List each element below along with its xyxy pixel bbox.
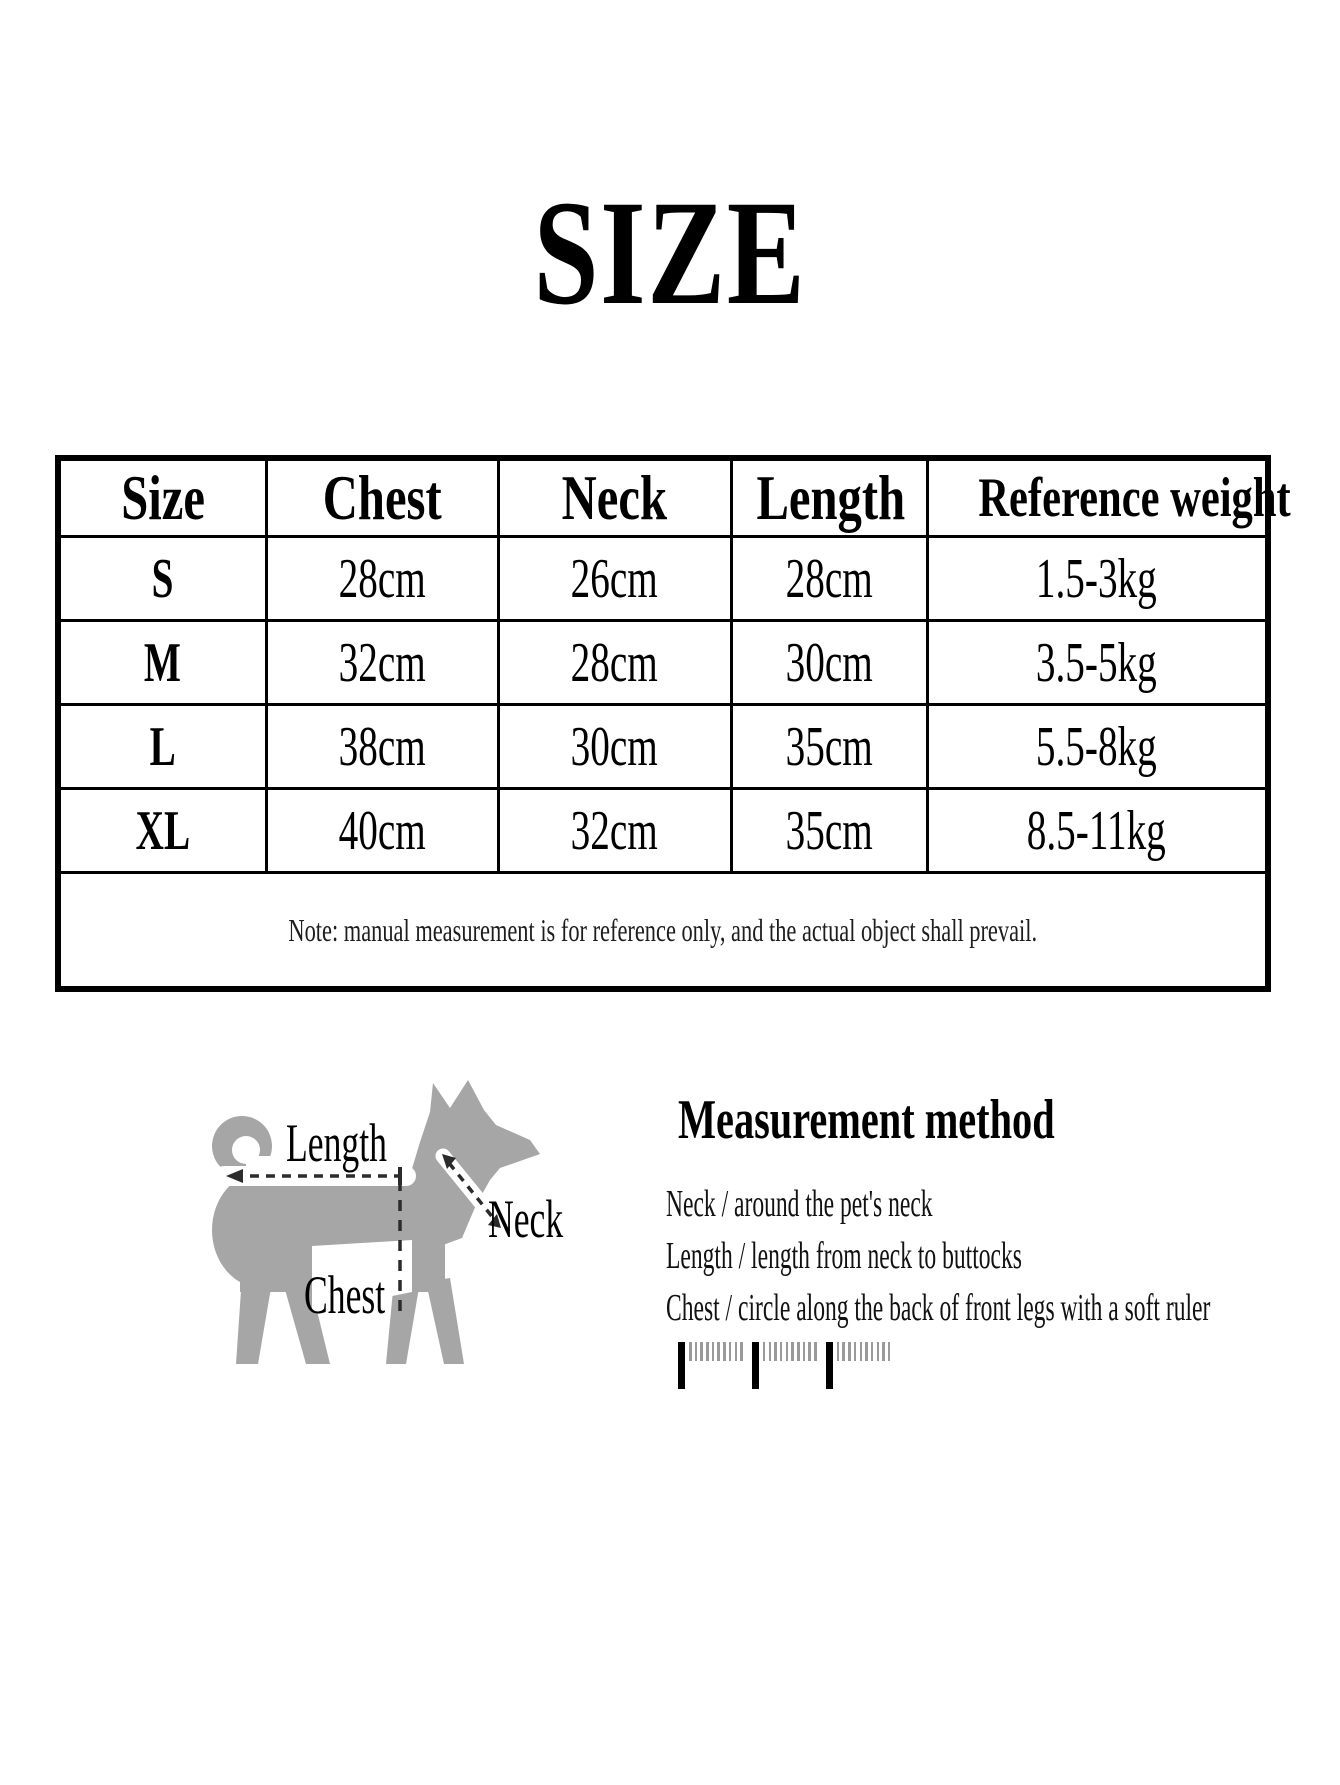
ruler-small-tick xyxy=(689,1342,692,1361)
table-note: Note: manual measurement is for reference only, and the actual object shall prevail. xyxy=(58,873,1268,990)
ruler-small-tick xyxy=(837,1342,840,1361)
header-cell-neck: Neck xyxy=(498,458,731,537)
ruler-small-tick xyxy=(888,1342,891,1361)
table-row-m xyxy=(58,621,1268,705)
cell-chest: 38cm xyxy=(266,705,498,789)
ruler-big-tick xyxy=(678,1342,685,1389)
table-row-l xyxy=(58,705,1268,789)
cell-size: XL xyxy=(58,789,266,873)
ruler-big-tick xyxy=(826,1342,833,1389)
ruler-small-tick xyxy=(803,1342,806,1361)
cell-length: 35cm xyxy=(731,789,927,873)
ruler-big-tick xyxy=(752,1342,759,1389)
page-title xyxy=(0,170,1340,336)
ruler-small-tick xyxy=(786,1342,789,1361)
ruler-small-tick xyxy=(695,1342,698,1361)
measurement-method-heading: Measurement method xyxy=(678,1089,1055,1151)
cell-chest: 28cm xyxy=(266,537,498,621)
cell-size: M xyxy=(58,621,266,705)
cell-length: 30cm xyxy=(731,621,927,705)
ruler-small-tick xyxy=(774,1342,777,1361)
cell-chest: 32cm xyxy=(266,621,498,705)
ruler-small-tick xyxy=(769,1342,772,1361)
cell-neck: 32cm xyxy=(498,789,731,873)
ruler-small-tick xyxy=(706,1342,709,1361)
ruler-small-tick xyxy=(700,1342,703,1361)
neck-label: Neck xyxy=(488,1189,564,1249)
chest-label: Chest xyxy=(304,1265,386,1325)
ruler-small-tick xyxy=(780,1342,783,1361)
cell-neck: 28cm xyxy=(498,621,731,705)
cell-weight: 5.5-8kg xyxy=(927,705,1268,789)
ruler-small-tick xyxy=(860,1342,863,1361)
cell-weight: 3.5-5kg xyxy=(927,621,1268,705)
ruler-small-tick xyxy=(808,1342,811,1361)
header-cell-length: Length xyxy=(731,458,927,537)
ruler-small-tick xyxy=(712,1342,715,1361)
cell-length: 28cm xyxy=(731,537,927,621)
header-cell-chest: Chest xyxy=(266,458,498,537)
ruler-small-tick xyxy=(882,1342,885,1361)
ruler-small-tick xyxy=(865,1342,868,1361)
dog-rear-leg-left xyxy=(236,1276,272,1364)
ruler-small-tick xyxy=(763,1342,766,1361)
header-cell-reference-weight: Reference weight xyxy=(927,458,1268,537)
cell-size: L xyxy=(58,705,266,789)
cell-weight: 8.5-11kg xyxy=(927,789,1268,873)
ruler-small-tick xyxy=(871,1342,874,1361)
ruler-small-tick xyxy=(735,1342,738,1361)
ruler-small-tick xyxy=(848,1342,851,1361)
ruler-small-tick xyxy=(842,1342,845,1361)
cell-neck: 26cm xyxy=(498,537,731,621)
ruler-small-tick xyxy=(723,1342,726,1361)
length-label: Length xyxy=(286,1113,387,1173)
table-row-xl xyxy=(58,789,1268,873)
ruler-small-tick xyxy=(729,1342,732,1361)
measurement-line-neck: Neck / around the pet's neck xyxy=(666,1183,933,1225)
dog-front-leg-right xyxy=(426,1278,464,1364)
size-table xyxy=(55,455,1291,992)
header-cell-size: Size xyxy=(58,458,266,537)
measurement-line-chest: Chest / circle along the back of front legs with a soft ruler xyxy=(666,1287,1211,1329)
ruler-icon xyxy=(678,1342,900,1390)
ruler-small-tick xyxy=(877,1342,880,1361)
table-header-row xyxy=(58,458,1268,537)
cell-neck: 30cm xyxy=(498,705,731,789)
cell-length: 35cm xyxy=(731,705,927,789)
ruler-small-tick xyxy=(814,1342,817,1361)
ruler-small-tick xyxy=(740,1342,743,1361)
cell-weight: 1.5-3kg xyxy=(927,537,1268,621)
ruler-small-tick xyxy=(854,1342,857,1361)
table-note-row xyxy=(58,873,1268,990)
measurement-line-length: Length / length from neck to buttocks xyxy=(666,1235,1022,1277)
ruler-small-tick xyxy=(797,1342,800,1361)
cell-chest: 40cm xyxy=(266,789,498,873)
cell-size: S xyxy=(58,537,266,621)
page-title-text: SIZE xyxy=(533,170,807,336)
ruler-small-tick xyxy=(717,1342,720,1361)
table-row-s xyxy=(58,537,1268,621)
ruler-small-tick xyxy=(791,1342,794,1361)
